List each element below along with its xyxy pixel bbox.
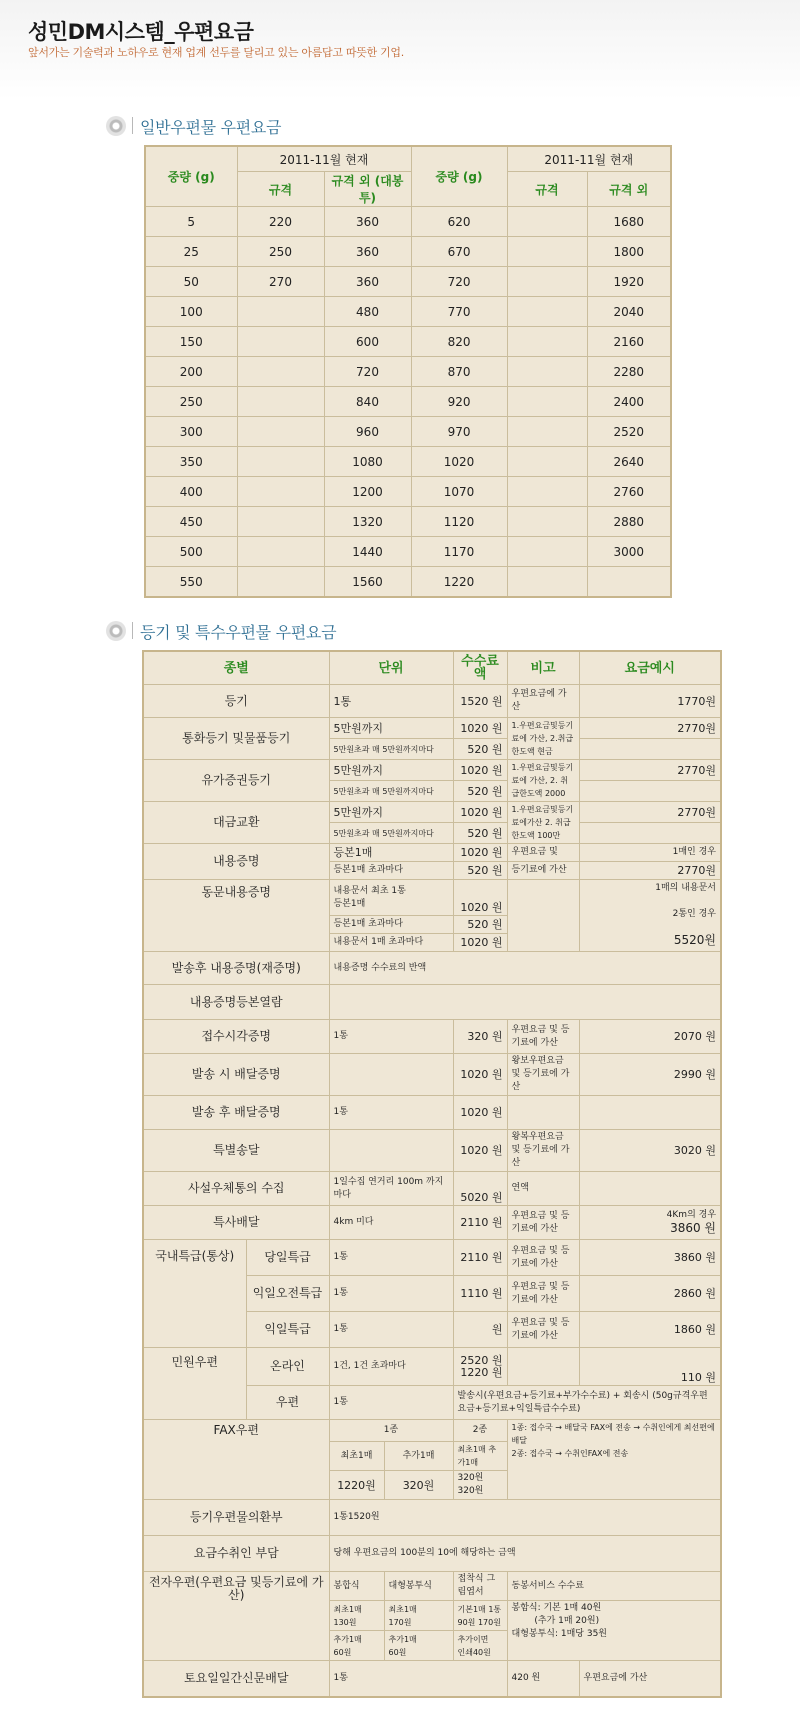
row-label: 토요일일간신문배달 [143,1661,329,1697]
empty-cell [579,781,721,802]
table-row [145,477,671,507]
divider [132,117,133,134]
table-cell: 5 [145,207,237,237]
row-label: 발송 시 배달증명 [143,1054,329,1096]
table-cell: 2280 [587,357,671,387]
page-title: 성민DM시스템_우편요금 [28,20,254,44]
epost-line: 60원 [388,1647,407,1657]
empty-cell [507,880,579,952]
fee-cell: 1020 원 [453,760,507,781]
fax-kind: 2종 [453,1420,507,1442]
epost-cell [329,1601,384,1631]
table-cell: 1560 [324,567,411,598]
unit-cell: 1통 [329,685,453,718]
fee-cell: 320 원 [453,1020,507,1054]
bullet-icon [106,621,126,641]
fee-cell: 1020 원 [453,1054,507,1096]
unit-cell [329,880,453,916]
example-line: 2통인 경우 [672,909,717,919]
fee-cell: 5020 원 [453,1172,507,1206]
unit-cell: 5만원초과 매 5만원까지마다 [329,781,453,802]
note-cell: 우편요금에 가산 [507,685,579,718]
note-line: 1종: 접수국 → 배달국 FAX에 전송 → 수취인에게 최선편에 배달 [511,1423,715,1445]
row-label: 통화등기 및물품등기 [143,718,329,760]
epost-line: 추가1매 [388,1634,417,1644]
divider [132,622,133,639]
nonstandard-header: 규격 외 (대봉투) [324,172,411,207]
epost-line: 기본1매 [457,1604,486,1614]
table-row [145,297,671,327]
fee-header: 수수료액 [453,651,507,685]
table-cell: 1800 [587,237,671,267]
table-cell: 500 [145,537,237,567]
row-label: 사설우체통의 수집 [143,1172,329,1206]
unit-cell: 등본1매 [329,844,453,862]
table-cell [237,297,324,327]
table-row [145,357,671,387]
unit-cell: 5만원초과 매 5만원까지마다 [329,739,453,760]
row-label: 대금교환 [143,802,329,844]
unit-cell: 5만원까지 [329,802,453,823]
table-cell [507,207,587,237]
fax-2-values [453,1471,507,1500]
table-cell: 1920 [587,267,671,297]
row-label: 전자우편(우편요금 및등기료에 가산) [143,1572,329,1661]
fee-cell: 원 [453,1312,507,1348]
empty-cell [329,985,721,1020]
table-cell: 1440 [324,537,411,567]
weight-header: 중량 (g) [411,146,507,207]
table-cell [237,327,324,357]
example-cell: 2070 원 [579,1020,721,1054]
row-label: FAX우편 [143,1420,329,1500]
unit-cell: 등본1매 초과마다 [329,862,453,880]
fax-value: 320원 [457,1486,484,1496]
table-cell: 670 [411,237,507,267]
table-row [145,567,671,598]
unit-cell: 1통 [329,1240,453,1276]
table-cell: 150 [145,327,237,357]
row-sublabel: 익일특급 [246,1312,329,1348]
epost-head-item: 그림엽서 [457,1574,496,1597]
row-label: 등기 [143,685,329,718]
period-header: 2011-11월 현재 [507,146,671,172]
fee-line: 1220 원 [460,1365,503,1379]
epost-cell [453,1601,507,1631]
table-cell [587,567,671,598]
note-cell: 우편요금 및 등기료에 가산 [507,1276,579,1312]
table-cell [507,327,587,357]
table-cell: 1120 [411,507,507,537]
fee-cell: 520 원 [453,916,507,934]
fax-first: 최초1매 [329,1442,384,1471]
empty-cell [329,1054,453,1096]
note-cell [507,1420,721,1500]
note-cell: 왕보우편요금 및 등기료에 가산 [507,1054,579,1096]
fee-cell: 1020 원 [453,844,507,862]
general-mail-rate-table [144,145,672,598]
table-cell: 50 [145,267,237,297]
table-cell: 220 [237,207,324,237]
epost-line: 추가이면 [457,1634,489,1644]
fee-cell: 420 원 [507,1661,579,1697]
epost-line: 90원 [457,1617,476,1627]
service-line: 대형봉투식: 1매당 35원 [511,1629,607,1639]
standard-header: 규격 [507,172,587,207]
table-cell: 2400 [587,387,671,417]
table-cell: 920 [411,387,507,417]
example-cell: 2990 원 [579,1054,721,1096]
row-label: 유가증권등기 [143,760,329,802]
example-cell: 1770원 [579,685,721,718]
epost-line: 170원 [388,1617,412,1627]
note-cell: 1.우편요금및등기료에 가산, 2.취급한도액 현금 [507,718,579,760]
table-cell [507,507,587,537]
unit-cell: 내용문서 1매 초과마다 [329,934,453,952]
service-line: (추가 1매 20원) [534,1616,600,1626]
table-cell: 720 [411,267,507,297]
table-cell [507,567,587,598]
example-cell [579,880,721,952]
table-cell: 1020 [411,447,507,477]
table-cell: 360 [324,237,411,267]
unit-cell: 4km 미다 [329,1206,453,1240]
unit-cell: 5만원까지 [329,718,453,739]
table-cell: 960 [324,417,411,447]
epost-line: 인쇄40원 [457,1647,491,1657]
table-cell [237,357,324,387]
table-cell: 720 [324,357,411,387]
empty-cell [507,1096,579,1130]
table-cell: 550 [145,567,237,598]
row-label: 접수시각증명 [143,1020,329,1054]
row-label: 동문내용증명 [143,880,329,952]
table-cell: 100 [145,297,237,327]
row-sublabel: 온라인 [246,1348,329,1386]
table-cell: 820 [411,327,507,357]
unit-cell: 1통 [329,1020,453,1054]
table-cell: 840 [324,387,411,417]
note-cell: 우편요금에 가산 [579,1661,721,1697]
table-cell: 1200 [324,477,411,507]
note-cell: 1.우편요금및등기료에가산 2. 취급한도액 100만 [507,802,579,844]
table-cell [507,357,587,387]
table-cell: 2760 [587,477,671,507]
special-mail-rate-table [142,650,722,1698]
table-cell: 620 [411,207,507,237]
epost-line: 130원 [333,1617,357,1627]
table-cell [507,237,587,267]
standard-header: 규격 [237,172,324,207]
table-cell: 2160 [587,327,671,357]
row-sublabel: 당일특급 [246,1240,329,1276]
fee-cell: 1020 원 [453,1096,507,1130]
unit-header: 단위 [329,651,453,685]
table-cell [507,417,587,447]
note-cell: 우편요금 및 [507,844,579,862]
table-cell [507,387,587,417]
table-cell: 1320 [324,507,411,537]
example-cell: 110 원 [579,1348,721,1386]
table-cell: 200 [145,357,237,387]
unit-cell: 1통 [329,1096,453,1130]
table-cell: 300 [145,417,237,447]
row-label: 민원우편 [143,1348,246,1420]
epost-cell [384,1601,453,1631]
service-fee-title: 동봉서비스 수수료 [507,1572,721,1601]
bullet-icon [106,116,126,136]
row-label: 내용증명등본열람 [143,985,329,1020]
epost-cell [384,1631,453,1661]
table-cell: 400 [145,477,237,507]
table-row [145,537,671,567]
empty-cell [329,1130,453,1172]
unit-cell: 1통 [329,1276,453,1312]
epost-head-item: 접착식 [457,1574,484,1584]
service-fee-detail [507,1601,721,1661]
table-cell: 1080 [324,447,411,477]
note-cell: 1.우편요금및등기료에 가산, 2. 취급한도액 2000 [507,760,579,802]
table-cell: 2880 [587,507,671,537]
fee-cell: 520 원 [453,823,507,844]
unit-cell: 1일수집 연거리 100m 까지마다 [329,1172,453,1206]
table-cell [237,507,324,537]
epost-line: 1통 [488,1604,502,1614]
example-cell: 3020 원 [579,1130,721,1172]
epost-head: 봉합식 [329,1572,384,1601]
example-cell: 2770원 [579,718,721,739]
page-header [0,0,800,100]
table-cell [507,447,587,477]
table-cell [237,447,324,477]
section-title: 일반우편물 우편요금 [140,118,282,137]
table-row [145,417,671,447]
example-cell: 2770원 [579,862,721,880]
table-cell: 450 [145,507,237,537]
table-row [145,267,671,297]
fee-cell: 520 원 [453,739,507,760]
row-label: 국내특급(통상) [143,1240,246,1348]
table-cell [507,477,587,507]
table-cell: 360 [324,207,411,237]
table-cell: 770 [411,297,507,327]
note-cell: 등기료에 가산 [507,862,579,880]
table-cell: 2040 [587,297,671,327]
table-cell: 360 [324,267,411,297]
row-sublabel: 익일오전특급 [246,1276,329,1312]
fee-cell: 520 원 [453,781,507,802]
fee-cell: 1020 원 [453,1130,507,1172]
example-header: 요금예시 [579,651,721,685]
unit-cell: 1통 [329,1386,453,1420]
example-cell: 1매인 경우 [579,844,721,862]
fax-2-labels [453,1442,507,1471]
example-line: 3860 원 [670,1220,717,1235]
example-cell: 2770원 [579,802,721,823]
row-label: 특사배달 [143,1206,329,1240]
empty-cell [507,1348,579,1386]
empty-cell [579,823,721,844]
table-cell: 970 [411,417,507,447]
table-cell: 270 [237,267,324,297]
table-row [145,207,671,237]
fee-cell: 1020 원 [453,718,507,739]
epost-cell [453,1631,507,1661]
fee-cell: 2110 원 [453,1240,507,1276]
epost-cell [329,1631,384,1661]
table-cell [237,417,324,447]
table-cell [507,297,587,327]
fax-extra: 추가1매 [384,1442,453,1471]
note-cell: 우편요금 및 등기료에 가산 [507,1240,579,1276]
table-cell: 1070 [411,477,507,507]
fax-value: 320원 [457,1473,484,1483]
note-cell: 우편요금 및 등기료에 가산 [507,1020,579,1054]
table-cell: 1170 [411,537,507,567]
example-line: 4Km의 경우 [666,1209,717,1220]
table-cell: 2640 [587,447,671,477]
section-title: 등기 및 특수우편물 우편요금 [140,623,337,642]
example-line: 5520원 [673,933,717,947]
rate-rows [145,207,671,598]
type-header: 종별 [143,651,329,685]
unit-cell: 등본1매 초과마다 [329,916,453,934]
fax-extra: 추가1매 [457,1445,497,1467]
fax-kind: 1종 [329,1420,453,1442]
table-cell: 1220 [411,567,507,598]
example-cell: 2860 원 [579,1276,721,1312]
table-cell [507,537,587,567]
epost-line: 최초1매 [333,1604,362,1614]
fee-cell [453,1348,507,1386]
note-header: 비고 [507,651,579,685]
example-cell [579,1206,721,1240]
row-sublabel: 우편 [246,1386,329,1420]
table-cell [237,567,324,598]
unit-cell: 1건, 1건 초과마다 [329,1348,453,1386]
fax-value: 320원 [384,1471,453,1500]
unit-line: 등본1매 [333,898,366,909]
unit-cell: 1통 [329,1312,453,1348]
unit-cell: 1통1520원 [329,1500,721,1536]
table-cell [507,267,587,297]
example-cell: 2770원 [579,760,721,781]
weight-header: 중량 (g) [145,146,237,207]
table-cell [237,387,324,417]
table-row [145,447,671,477]
fee-cell: 2110 원 [453,1206,507,1240]
note-cell: 연액 [507,1172,579,1206]
table-row [145,387,671,417]
note-cell: 왕복우편요금 및 등기료에 가산 [507,1130,579,1172]
empty-cell [579,1172,721,1206]
row-label: 특별송달 [143,1130,329,1172]
page-subtitle: 앞서가는 기술력과 노하우로 현재 업계 선두를 달리고 있는 아름답고 따뜻한 기업. [28,46,404,59]
row-label: 요금수취인 부담 [143,1536,329,1572]
row-label: 발송 후 배달증명 [143,1096,329,1130]
note-cell: 발송시(우편요금+등기료+부가수수료) + 회송시 (50g규격우편요금+등기료+익일특급수수료) [453,1386,721,1420]
fee-cell: 1020 원 [453,802,507,823]
row-label: 등기우편물의환부 [143,1500,329,1536]
table-cell: 250 [237,237,324,267]
epost-line: 170원 [477,1617,501,1627]
table-cell: 250 [145,387,237,417]
note-line: 2종: 접수국 → 수취인FAX에 전송 [511,1449,629,1458]
epost-line: 최초1매 [388,1604,417,1614]
fee-cell: 1110 원 [453,1276,507,1312]
fee-cell: 520 원 [453,862,507,880]
example-cell: 1860 원 [579,1312,721,1348]
unit-cell: 5만원초과 매 5만원까지마다 [329,823,453,844]
fax-first: 최초1매 [457,1445,486,1454]
nonstandard-header: 규격 외 [587,172,671,207]
table-cell: 350 [145,447,237,477]
fee-cell: 1020 원 [453,880,507,916]
epost-head: 대형봉투식 [384,1572,453,1601]
table-cell [237,537,324,567]
example-line: 1매의 내용문서 [655,883,717,893]
note-cell: 우편요금 및 등기료에 가산 [507,1206,579,1240]
epost-line: 추가1매 [333,1634,362,1644]
table-cell: 870 [411,357,507,387]
table-row [145,237,671,267]
table-cell: 25 [145,237,237,267]
fee-line: 2520 원 [460,1353,503,1367]
note-cell: 우편요금 및 등기료에 가산 [507,1312,579,1348]
fee-cell: 1520 원 [453,685,507,718]
table-cell: 480 [324,297,411,327]
table-row [145,507,671,537]
table-cell: 3000 [587,537,671,567]
fee-cell: 1020 원 [453,934,507,952]
unit-cell: 내용증명 수수료의 반액 [329,952,721,985]
service-line: 봉함식: 기본 1매 40원 [511,1603,602,1613]
unit-cell: 1통 [329,1661,507,1697]
epost-head [453,1572,507,1601]
unit-line: 내용문서 최초 1통 [333,885,406,896]
table-cell: 1680 [587,207,671,237]
epost-line: 60원 [333,1647,352,1657]
empty-cell [579,739,721,760]
unit-cell: 당해 우편요금의 100분의 10에 해당하는 금액 [329,1536,721,1572]
empty-cell [579,1096,721,1130]
table-cell: 2520 [587,417,671,447]
table-cell [237,477,324,507]
period-header: 2011-11월 현재 [237,146,411,172]
unit-cell: 5만원까지 [329,760,453,781]
fax-value: 1220원 [329,1471,384,1500]
table-row [145,327,671,357]
row-label: 내용증명 [143,844,329,880]
example-cell: 3860 원 [579,1240,721,1276]
row-label: 발송후 내용증명(재증명) [143,952,329,985]
table-cell: 600 [324,327,411,357]
